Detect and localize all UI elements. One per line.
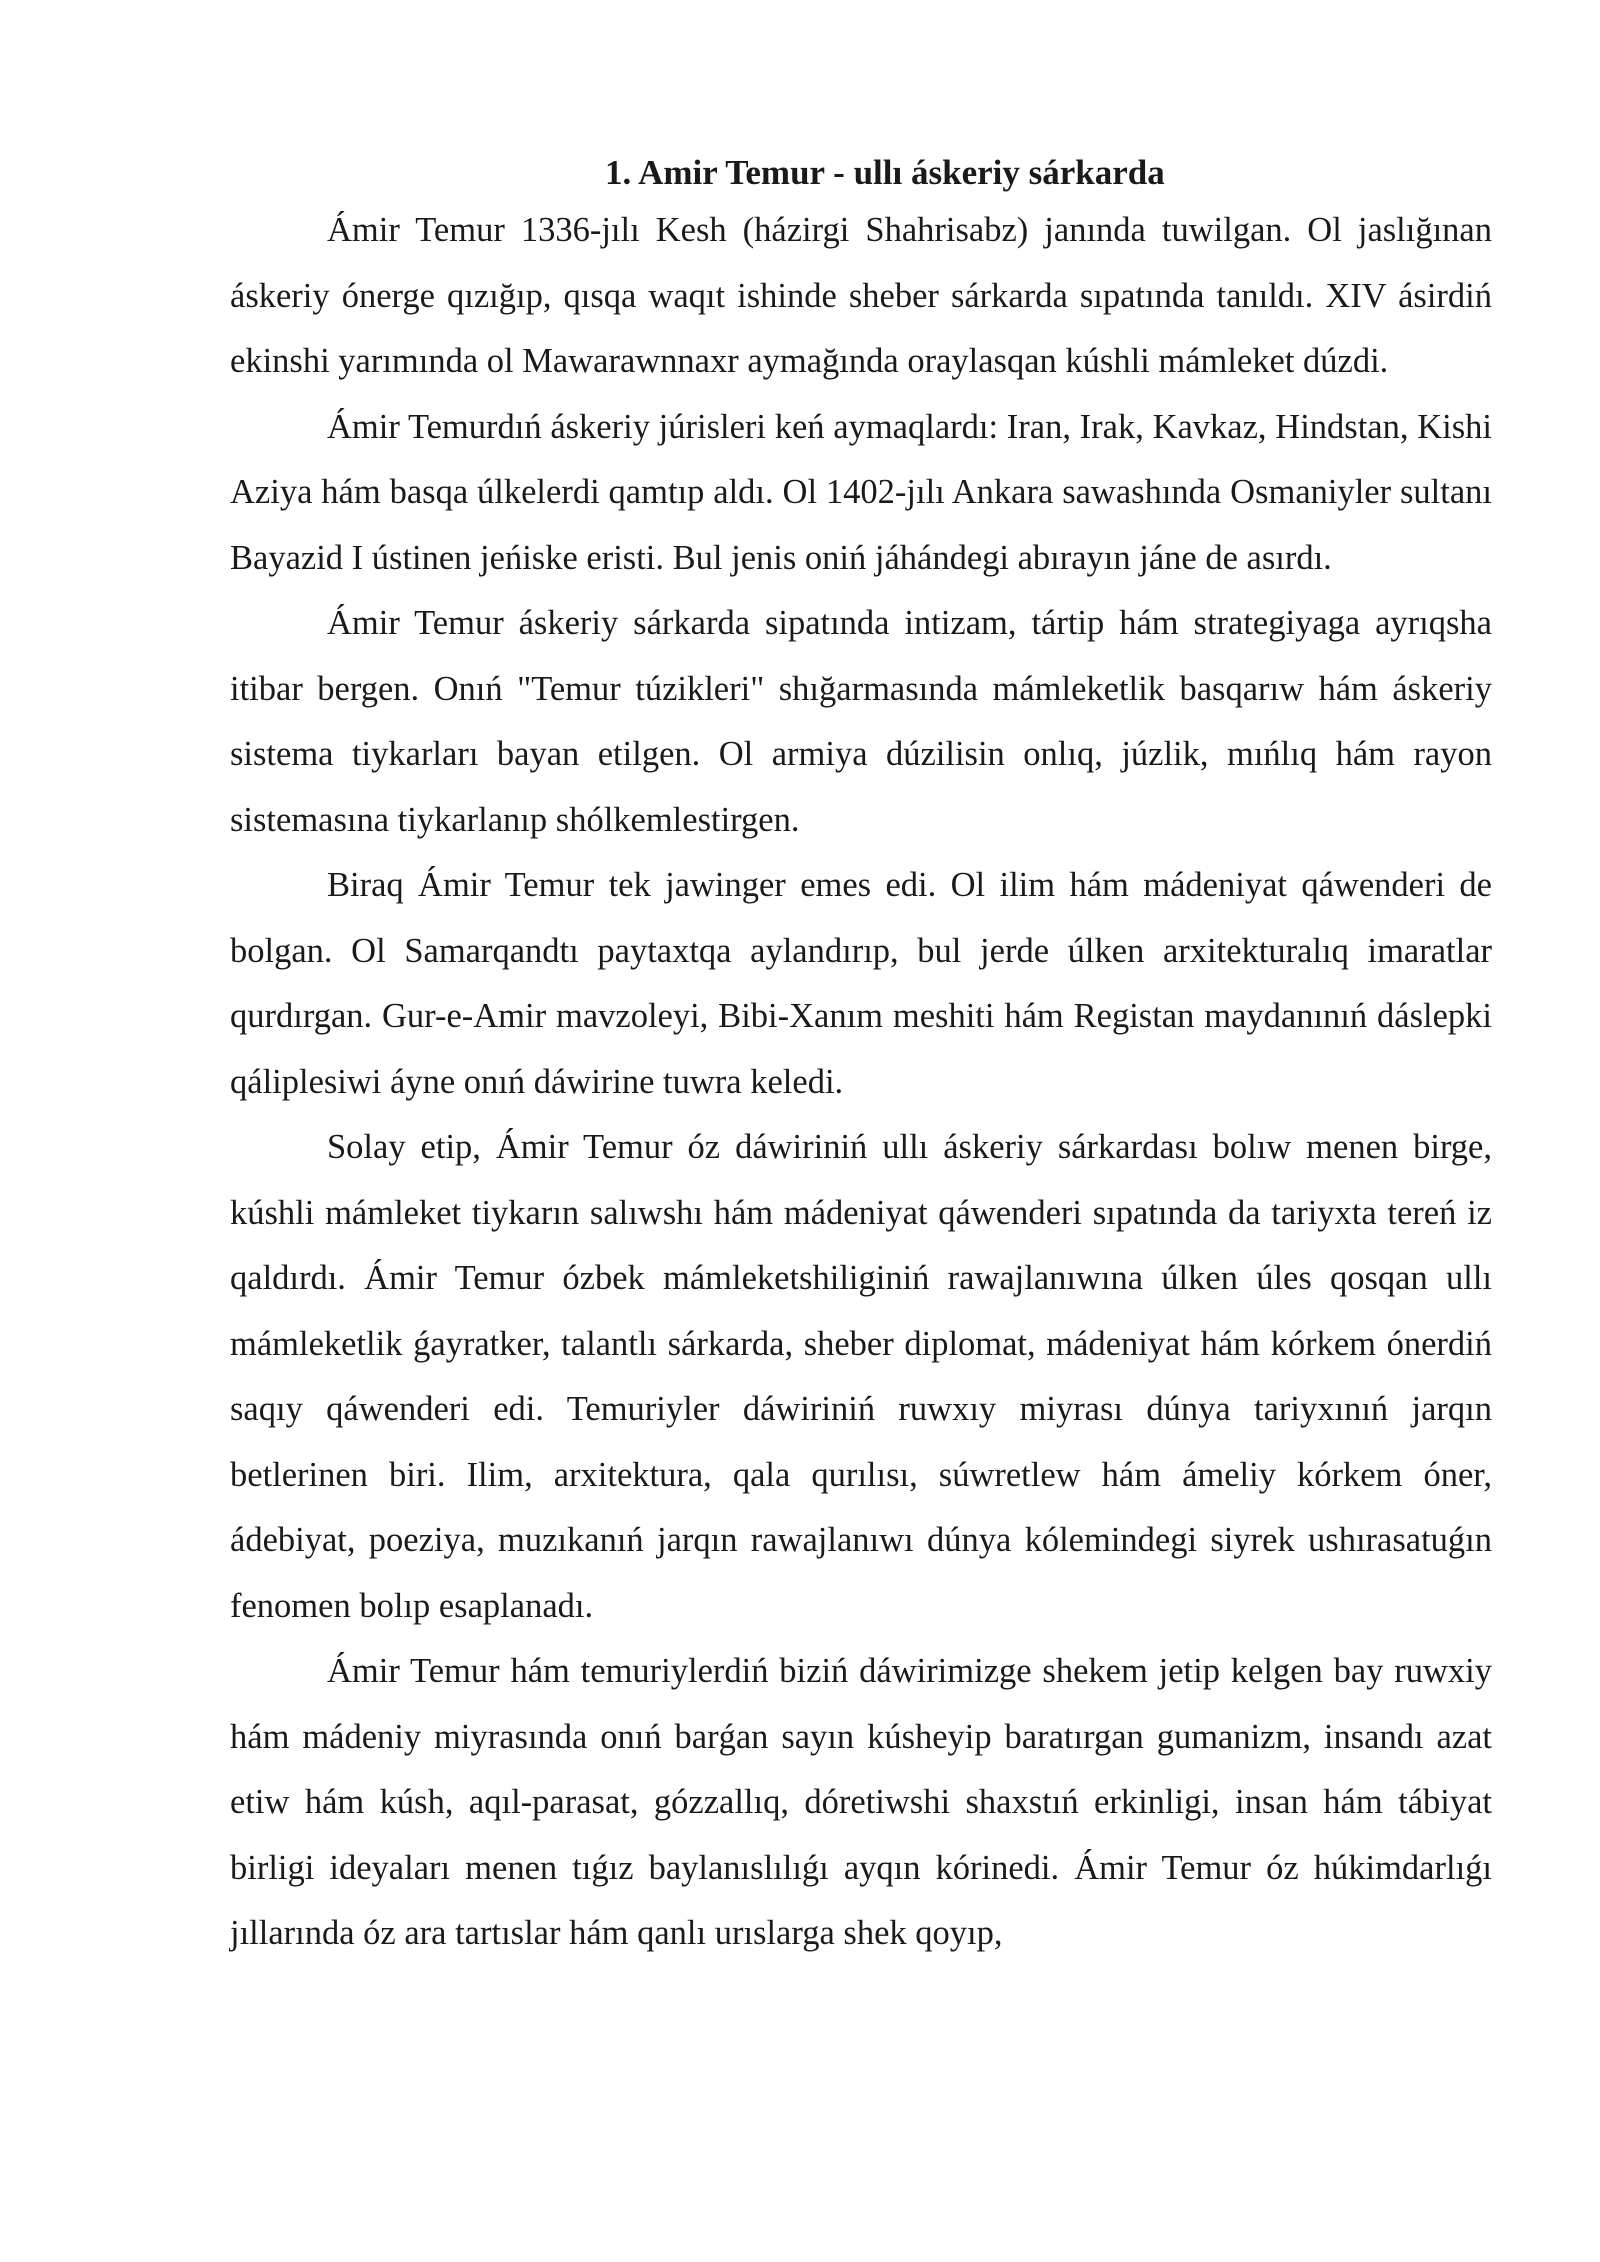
document-title: 1. Amir Temur - ullı áskeriy sárkarda xyxy=(605,153,1165,192)
paragraph-3: Ámir Temur áskeriy sárkarda sipatında intizam, tártip hám strategiyaga ayrıqsha itibar bergen. Onıń "Temur túzikleri" shığarmasında mámleketlik basqarıw hám áskeriy sistema tiykarları bayan etilgen. Ol armiya dúzilisin onlıq, júzlik, mıńlıq hám rayon sistemasına tiykarlanıp shólkemlestirgen. xyxy=(230,604,1492,839)
paragraph-2: Ámir Temurdıń áskeriy júrisleri keń aymaqlardı: Iran, Irak, Kavkaz, Hindstan, Kishi Aziya hám basqa úlkelerdi qamtıp aldı. Ol 1402-jılı Ankara sawashında Osmaniyler sultanı Bayazid I ústinen jeńiske eristi. Bul jenis oniń jáhándegi abırayın jáne de asırdı. xyxy=(230,407,1492,577)
document-page xyxy=(230,148,1492,1967)
paragraph-6: Ámir Temur hám temuriylerdiń biziń dáwirimizge shekem jetip kelgen bay ruwxiy hám mádeniy miyrasında onıń barǵan sayın kúsheyip baratırgan gumanizm, insandı azat etiw hám kúsh, aqıl-parasat, gózzallıq, dóretiwshi shaxstıń erkinligi, insan hám tábiyat birligi ideyaları menen tıǵız baylanıslılıǵı ayqın kórinedi. Ámir Temur óz húkimdarlıǵı jıllarında óz ara tartıslar hám qanlı urıslarga shek qoyıp, xyxy=(230,1652,1492,1952)
paragraph-4: Biraq Ámir Temur tek jawinger emes edi. Ol ilim hám mádeniyat qáwenderi de bolgan. Ol Samarqandtı paytaxtqa aylandırıp, bul jerde úlken arxitekturalıq imaratlar qurdırgan. Gur-e-Amir mavzoleyi, Bibi-Xanım meshiti hám Registan maydanınıń dáslepki qáliplesiwi áyne onıń dáwirine tuwra keledi. xyxy=(230,866,1492,1101)
paragraph-1: Ámir Temur 1336-jılı Kesh (házirgi Shahrisabz) janında tuwilgan. Ol jaslığınan áskeriy ónerge qızığıp, qısqa waqıt ishinde sheber sárkarda sıpatında tanıldı. XIV ásirdiń ekinshi yarımında ol Mawarawnnaxr aymağında oraylasqan kúshli mámleket dúzdi. xyxy=(230,211,1492,380)
paragraph-5: Solay etip, Ámir Temur óz dáwiriniń ullı áskeriy sárkardası bolıw menen birge, kúshli mámleket tiykarın salıwshı hám mádeniyat qáwenderi sıpatında da tariyxta tereń iz qaldırdı. Ámir Temur ózbek mámleketshiliginiń rawajlanıwına úlken úles qosqan ullı mámleketlik ǵayratker, talantlı sárkarda, sheber diplomat, mádeniyat hám kórkem ónerdiń saqıy qáwenderi edi. Temuriyler dáwiriniń ruwxıy miyrası dúnya tariyxınıń jarqın betlerinen biri. Ilim, arxitektura, qala qurılısı, súwretlew hám ámeliy kórkem óner, ádebiyat, poeziya, muzıkanıń jarqın rawajlanıwı dúnya kólemindegi siyrek ushırasatuǵın fenomen bolıp esaplanadı. xyxy=(230,1128,1492,1625)
